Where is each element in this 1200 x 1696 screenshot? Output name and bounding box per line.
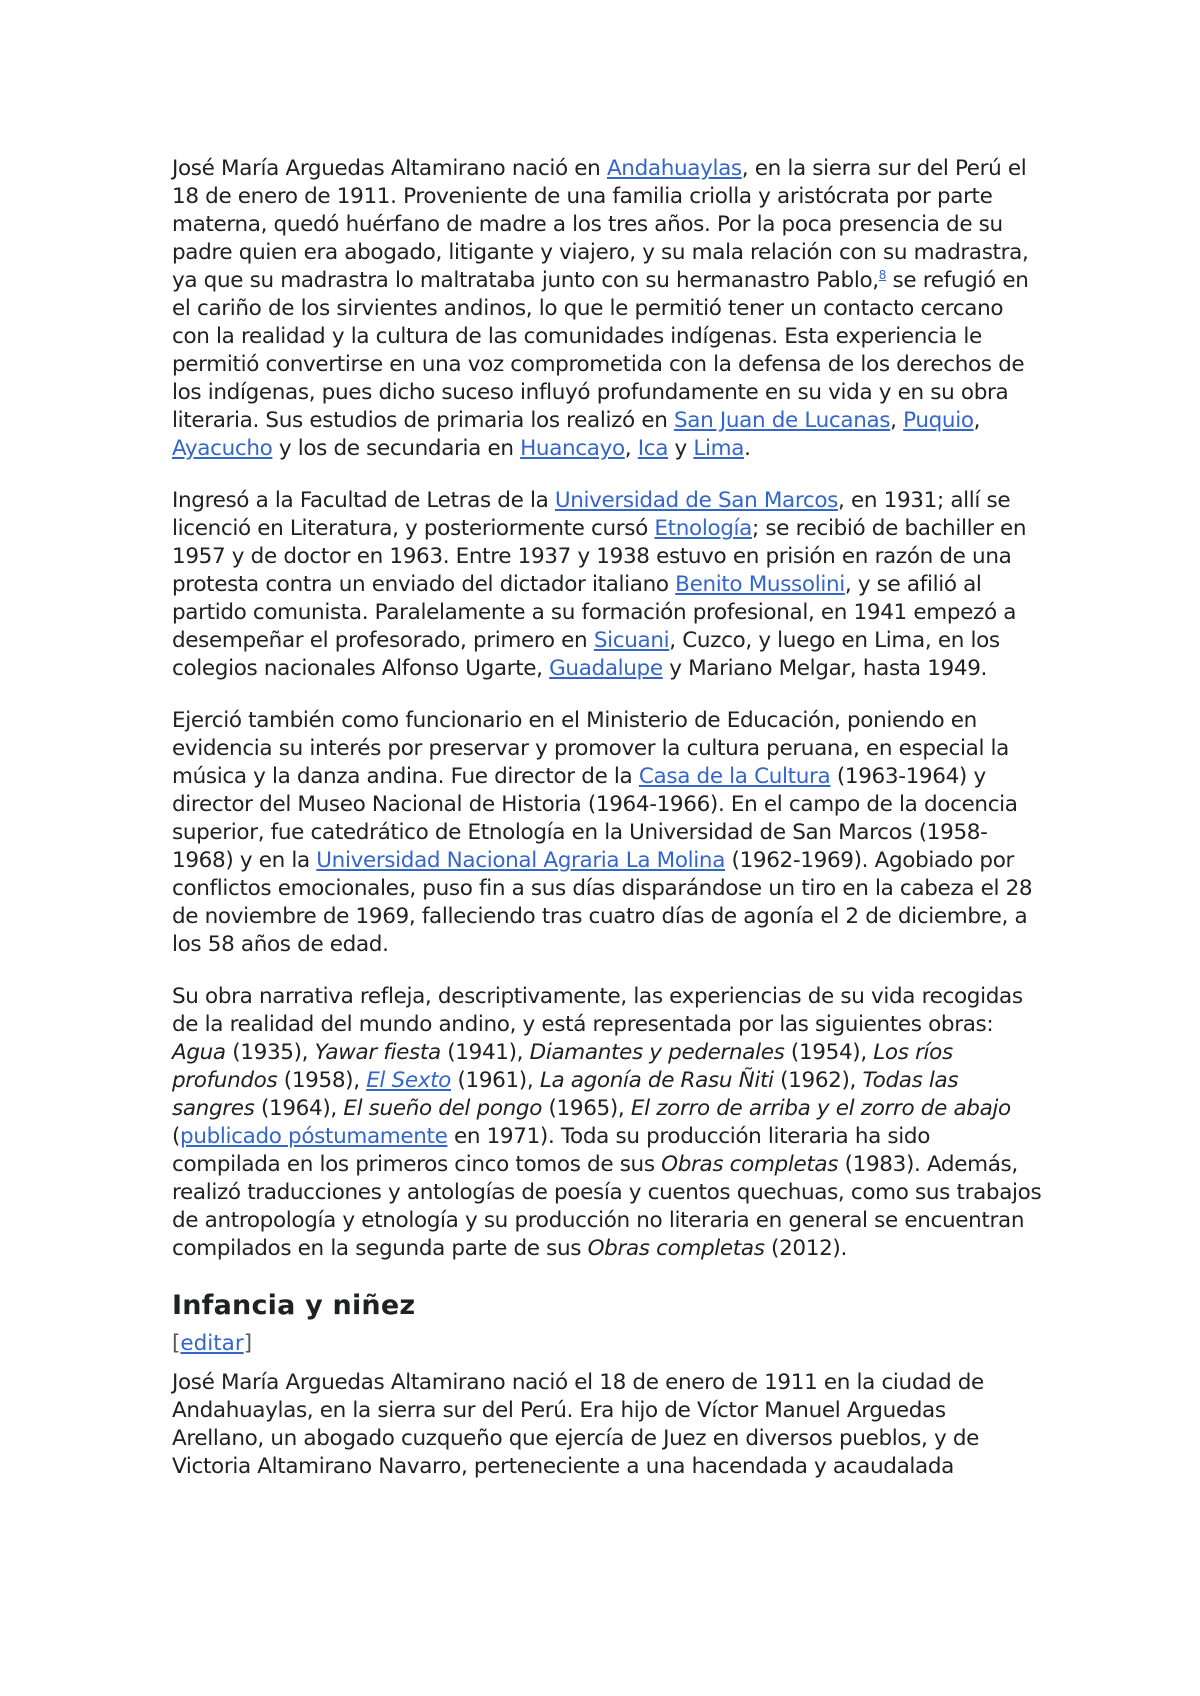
intro-paragraph-1 bbox=[172, 155, 1042, 463]
edit-bracket-close: ] bbox=[243, 1331, 253, 1356]
text-run: José María Arguedas Altamirano nació en bbox=[172, 156, 607, 181]
section-edit-link-wrapper bbox=[172, 1329, 1042, 1359]
text-run: Ingresó a la Facultad de Letras de la bbox=[172, 488, 555, 513]
intro-paragraph-3 bbox=[172, 707, 1042, 959]
text-run: (1964), bbox=[254, 1096, 344, 1121]
text-run: , y se afilió al partido comunista. Paralelamente a su formación profesional, en 1941 empezó a desempeñar el profesorado, primero en bbox=[172, 572, 1017, 653]
text-run: (1962), bbox=[773, 1068, 863, 1093]
text-run: , Cuzco, y luego en Lima, en los colegios nacionales Alfonso Ugarte, bbox=[172, 628, 1000, 681]
inline-link[interactable]: Universidad Nacional Agraria La Molina bbox=[316, 848, 726, 873]
text-run: y Mariano Melgar, hasta 1949. bbox=[662, 656, 988, 681]
inline-link[interactable]: Lima bbox=[693, 436, 745, 461]
text-run: (1958), bbox=[277, 1068, 367, 1093]
work-title: Obras completas bbox=[587, 1236, 765, 1261]
inline-link[interactable]: publicado póstumamente bbox=[180, 1124, 448, 1149]
work-title: Diamantes y pedernales bbox=[529, 1040, 785, 1065]
section-heading-infancia: Infancia y niñez bbox=[172, 1290, 416, 1321]
inline-link[interactable]: El Sexto bbox=[366, 1068, 451, 1093]
reference-link[interactable]: 8 bbox=[878, 267, 887, 282]
text-run: (1961), bbox=[450, 1068, 540, 1093]
text-run: (2012). bbox=[764, 1236, 847, 1261]
inline-link[interactable]: Ayacucho bbox=[172, 436, 273, 461]
work-title: Todas las sangres bbox=[172, 1068, 959, 1121]
text-run: (1963-1964) y director del Museo Nacional de Historia (1964-1966). En el campo de la docencia superior, fue catedrático de Etnología en la Universidad de San Marcos (1958-1968) y en la bbox=[172, 764, 1018, 873]
text-run: (1941), bbox=[440, 1040, 530, 1065]
text-run: , en 1931; allí se licenció en Literatura, y posteriormente cursó bbox=[172, 488, 1011, 541]
text-run: . bbox=[744, 436, 751, 461]
edit-section-link[interactable]: editar bbox=[180, 1331, 244, 1356]
edit-bracket-open: [ bbox=[172, 1331, 181, 1356]
text-run: y los de secundaria en bbox=[272, 436, 521, 461]
text-run: en 1971). Toda su producción literaria ha sido compilada en los primeros cinco tomos de sus bbox=[172, 1124, 931, 1177]
work-title: Obras completas bbox=[661, 1152, 839, 1177]
text-run: , bbox=[890, 408, 904, 433]
text-run: (1983). Además, realizó traducciones y antologías de poesía y cuentos quechuas, como sus trabajos de antropología y etnología y su producción no literaria en general se encuentran compilados en la segunda parte de sus bbox=[172, 1152, 1042, 1261]
text-run: se refugió en el cariño de los sirvientes andinos, lo que le permitió tener un contacto cercano con la realidad y la cultura de las comunidades indígenas. Esta experiencia le permitió convertirse en una voz comprometida con la defensa de los derechos de los indígenas, pues dicho suceso influyó profundamente en su vida y en su obra literaria. Sus estudios de primaria los realizó en bbox=[172, 268, 1029, 433]
reference-superscript[interactable] bbox=[879, 268, 886, 282]
inline-link[interactable]: Casa de la Cultura bbox=[638, 764, 831, 789]
text-run: Su obra narrativa refleja, descriptivamente, las experiencias de su vida recogidas de la realidad del mundo andino, y está representada por las siguientes obras: bbox=[172, 984, 1023, 1037]
inline-link[interactable]: Guadalupe bbox=[549, 656, 663, 681]
text-run: (1965), bbox=[542, 1096, 631, 1121]
text-run: Ejerció también como funcionario en el Ministerio de Educación, poniendo en evidencia su interés por preservar y promover la cultura peruana, en especial la música y la danza andina. Fue director de la bbox=[172, 708, 1009, 789]
inline-link[interactable]: Ica bbox=[637, 436, 669, 461]
inline-link[interactable]: Sicuani bbox=[593, 628, 670, 653]
text-run: ; se recibió de bachiller en 1957 y de doctor en 1963. Entre 1937 y 1938 estuvo en prisión en razón de una protesta contra un enviado del dictador italiano bbox=[172, 516, 1027, 597]
inline-link[interactable]: Etnología bbox=[654, 516, 752, 541]
inline-link[interactable]: Universidad de San Marcos bbox=[554, 488, 839, 513]
work-title: Los ríos profundos bbox=[172, 1040, 953, 1093]
inline-link[interactable]: Benito Mussolini bbox=[675, 572, 845, 597]
text-run: (1935), bbox=[225, 1040, 315, 1065]
text-run: , bbox=[973, 408, 981, 433]
intro-paragraph-4 bbox=[172, 983, 1042, 1263]
work-title: El zorro de arriba y el zorro de abajo bbox=[630, 1096, 1011, 1121]
text-run: , bbox=[624, 436, 638, 461]
text-run: , en la sierra sur del Perú el 18 de enero de 1911. Proveniente de una familia criolla y aristócrata por parte materna, quedó huérfano de madre a los tres años. Por la poca presencia de su padre quien era abogado, litigante y viajero, y su mala relación con su madrastra, ya que su madrastra lo maltrataba junto con su hermanastro Pablo, bbox=[172, 156, 1029, 293]
text-run: y bbox=[668, 436, 694, 461]
text-run: ( bbox=[172, 1124, 181, 1149]
work-title: El sueño del pongo bbox=[343, 1096, 543, 1121]
inline-link[interactable]: Huancayo bbox=[520, 436, 625, 461]
text-run: (1954), bbox=[784, 1040, 874, 1065]
work-title: Yawar fiesta bbox=[314, 1040, 441, 1065]
inline-link[interactable]: San Juan de Lucanas bbox=[673, 408, 891, 433]
intro-paragraph-2 bbox=[172, 487, 1042, 683]
article-body bbox=[172, 155, 1042, 1505]
inline-link[interactable]: Puquio bbox=[903, 408, 974, 433]
text-run: (1962-1969). Agobiado por conflictos emocionales, puso fin a sus días disparándose un tiro en la cabeza el 28 de noviembre de 1969, falleciendo tras cuatro días de agonía el 2 de diciembre, a los 58 años de edad. bbox=[172, 848, 1033, 957]
section-paragraph-1: José María Arguedas Altamirano nació el 18 de enero de 1911 en la ciudad de Andahuaylas, en la sierra sur del Perú. Era hijo de Víctor Manuel Arguedas Arellano, un abogado cuzqueño que ejercía de Juez en diversos pueblos, y de Victoria Altamirano Navarro, perteneciente a una hacendada y acaudalada bbox=[172, 1370, 984, 1479]
inline-link[interactable]: Andahuaylas bbox=[606, 156, 742, 181]
work-title: La agonía de Rasu Ñiti bbox=[539, 1068, 774, 1093]
work-title: Agua bbox=[172, 1040, 226, 1065]
